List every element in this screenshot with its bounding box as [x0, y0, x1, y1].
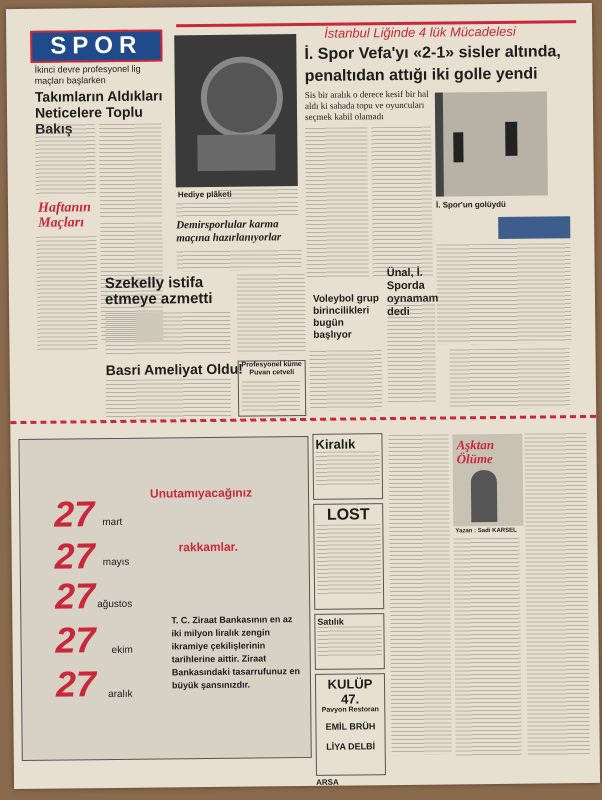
serial-illustration: [452, 434, 523, 527]
ad-title-1: Unutamıyacağınız: [149, 485, 253, 501]
subhead-box: [498, 216, 570, 239]
kulup-heading: KULÜP 47.: [327, 676, 373, 707]
match-photo: [435, 91, 548, 196]
ad-month-3: ağustos: [97, 598, 133, 611]
demirspor-headline: Demirsporlular karma maçına hazırlanıyorlar: [176, 218, 282, 245]
main-headline-line2: penaltıdan attığı iki golle yendi: [304, 65, 538, 85]
ad-day-3: 27: [54, 575, 96, 617]
lost-heading: LOST: [326, 506, 370, 524]
ad-day-1: 27: [54, 493, 95, 535]
plaque-caption: Hediye plâketi: [177, 189, 232, 200]
ad-month-4: ekim: [111, 644, 133, 657]
ad-month-5: aralık: [108, 688, 133, 701]
liya-name: LİYA DELBİ: [326, 741, 376, 752]
plaque-photo: [174, 34, 298, 187]
arsa-heading: ARSA: [315, 777, 339, 787]
strip-heading: İstanbul Liğinde 4 lük Mücadelesi: [324, 23, 516, 41]
ad-month-1: mart: [102, 516, 123, 529]
ad-month-2: mayıs: [102, 556, 130, 569]
main-deck: Sis bir aralık o derece kesif bir hal aldı ki sahada topu ve oyuncuları seçmek kabil olamadı: [304, 88, 429, 122]
left-headline: Takımların Aldıkları Neticelere Toplu Bakış: [34, 87, 163, 137]
main-headline-line1: İ. Spor Vefa'yı «2-1» sisler altında,: [304, 43, 561, 63]
standings-title: Profesyonel küme Puvan cetveli: [241, 361, 302, 377]
spor-logo: SPOR: [30, 29, 162, 62]
ad-day-5: 27: [55, 663, 97, 705]
classifieds-column: [312, 433, 385, 787]
standings-table: [238, 360, 307, 417]
match-photo-caption: İ. Spor'un golüydü: [435, 199, 506, 210]
emil-name: EMİL BRÜH: [325, 721, 376, 732]
newspaper-page: [6, 3, 600, 789]
section-rule: [10, 415, 596, 424]
ad-body: T. C. Ziraat Bankasının en az iki milyon liralık zengin ikramiye çekilişlerinin tarihlerine aittir. Ziraat Bankasındaki tasarrufunuz en büyük şansınızdır.: [171, 614, 300, 691]
szekelly-headline: Szekelly istifa etmeye azmetti: [104, 274, 213, 309]
ziraat-ad: [18, 436, 311, 761]
serial-author: Yazan : Sadi KARSEL: [455, 527, 517, 535]
left-kicker: İkinci devre profesyonel lig maçları başlarken: [34, 63, 141, 86]
kulup-sub: Pavyon Restoran: [321, 706, 379, 714]
plaque-emblem: [200, 56, 283, 139]
unal-headline: Ünal, İ. Sporda oynamam dedi: [386, 266, 439, 319]
satilik-heading: Satılık: [317, 616, 344, 627]
basri-headline: Basri Ameliyat Oldu!: [105, 360, 243, 379]
ad-title-2: rakkamlar.: [178, 539, 239, 555]
haftanin-maclari-heading: Haftanın Maçları: [37, 200, 92, 231]
ad-day-2: 27: [54, 535, 95, 577]
serial-title: Aşktan Ölüme: [456, 437, 495, 467]
kiralik-heading: Kiralık: [315, 436, 356, 452]
volleyball-headline: Voleybol grup birincilikleri bugün başlıyor: [312, 293, 379, 341]
ad-day-4: 27: [55, 619, 96, 661]
